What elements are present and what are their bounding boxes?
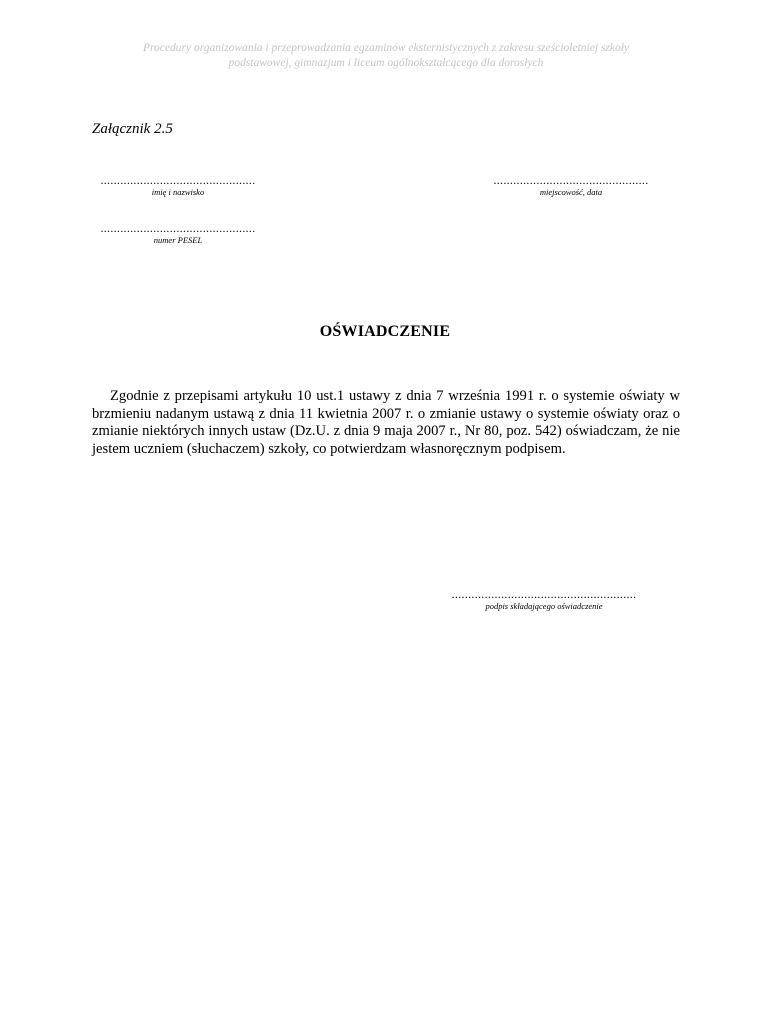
page-header <box>80 41 692 71</box>
header-line-2: podstawowej, gimnazjum i liceum ogólnokształcącego dla dorosłych <box>228 57 544 69</box>
place-date-dotted-line: ............................................... <box>493 174 649 186</box>
pesel-caption: numer PESEL <box>153 235 203 245</box>
signature-dotted-line: ........................................................ <box>451 588 637 600</box>
name-field <box>92 174 264 197</box>
place-date-caption: miejscowość, data <box>539 187 603 197</box>
annex-label: Załącznik 2.5 <box>92 121 173 137</box>
name-dotted-line: ............................................... <box>100 174 256 186</box>
signature-caption: podpis składającego oświadczenie <box>485 601 603 611</box>
name-caption: imię i nazwisko <box>151 187 205 197</box>
header-line-1: Procedury organizowania i przeprowadzania egzaminów eksternistycznych z zakresu sześcioletniej szkoły <box>142 42 630 54</box>
pesel-dotted-line: ............................................... <box>100 222 256 234</box>
signature-field <box>441 588 647 611</box>
document-title: OŚWIADCZENIE <box>319 323 451 340</box>
pesel-field <box>92 222 264 245</box>
place-date-field <box>485 174 657 197</box>
statement-paragraph: Zgodnie z przepisami artykułu 10 ust.1 ustawy z dnia 7 września 1991 r. o systemie oświaty w brzmieniu nadanym ustawą z dnia 11 kwietnia 2007 r. o zmianie ustawy o systemie oświaty oraz o zmianie niektórych innych ustaw (Dz.U. z dnia 9 maja 2007 r., Nr 80, poz. 542) oświadczam, że nie jestem uczniem (słuchaczem) szkoły, co potwierdzam własnoręcznym podpisem. <box>92 388 680 457</box>
